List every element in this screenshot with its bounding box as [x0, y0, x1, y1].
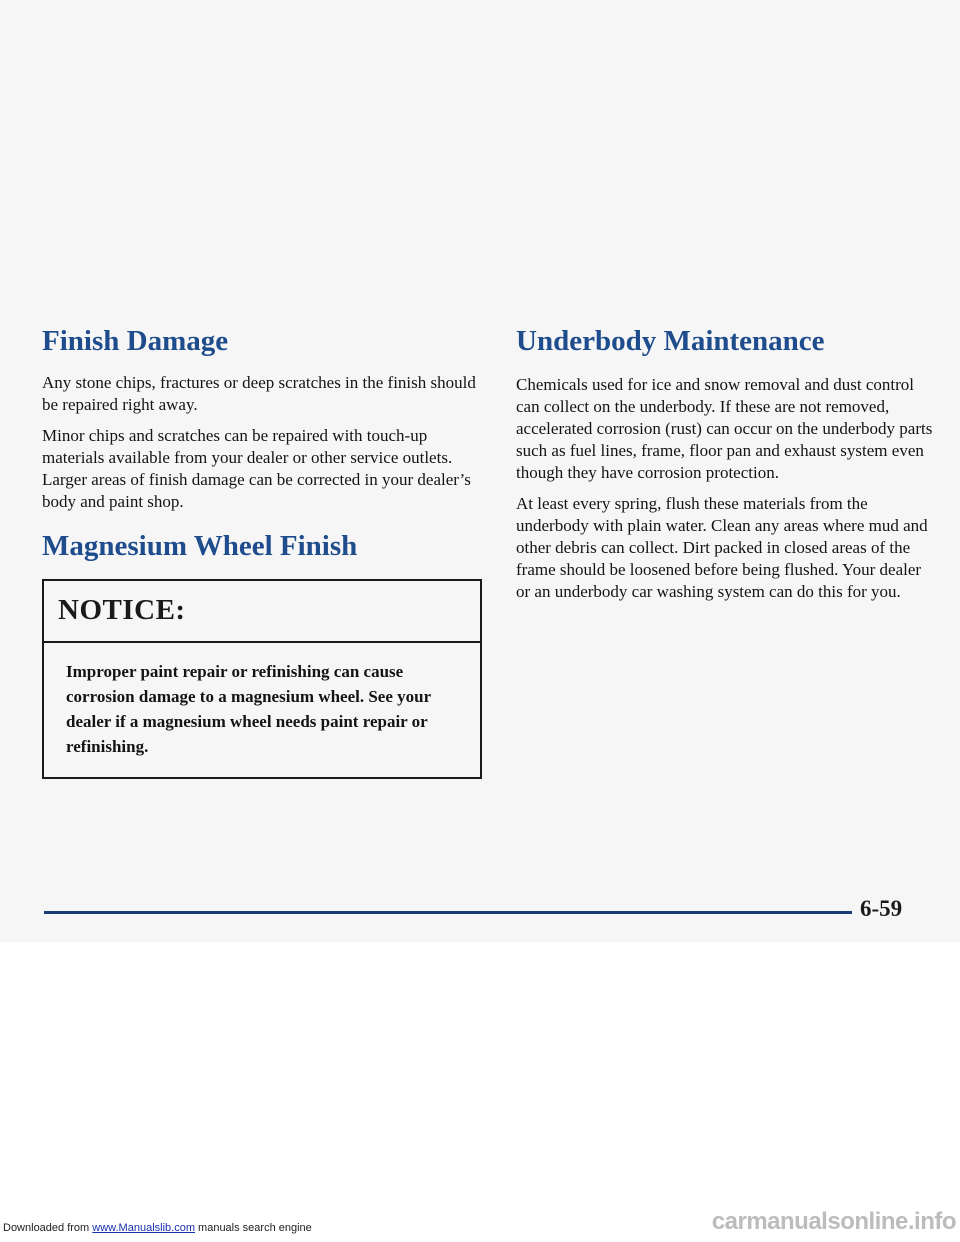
footer-suffix: manuals search engine [194, 1222, 312, 1234]
notice-text: Improper paint repair or refinishing can cause corrosion damage to a magnesium wheel. See your dealer if a magnesium wheel needs paint repair or refinishing. [66, 661, 431, 756]
footer-rule [44, 911, 852, 914]
underbody-paragraph-1: Chemicals used for ice and snow removal and dust control can collect on the underbody. If these are not removed, accelerated corrosion (rust) can occur on the underbody parts such as fuel lines, frame, floor pan and exhaust system even though they have corrosion protection. [516, 374, 933, 482]
finish-damage-paragraph-1: Any stone chips, fractures or deep scratches in the finish should be repaired right away. [42, 372, 476, 414]
underbody-paragraph-2: At least every spring, flush these materials from the underbody with plain water. Clean any areas where mud and other debris can collect. Dirt packed in closed areas of the frame should be loosened before being flushed. Your dealer or an underbody car washing system can do this for you. [516, 493, 928, 601]
watermark-logo: carmanualsonline.info [711, 1208, 956, 1235]
footer-prefix: Downloaded from [3, 1222, 93, 1234]
underbody-heading: Underbody Maintenance [516, 325, 825, 357]
download-footer [3, 1222, 312, 1234]
finish-damage-paragraph-2: Minor chips and scratches can be repaired with touch-up materials available from your dealer or other service outlets. Larger areas of finish damage can be corrected in your dealer’s body and paint shop. [42, 425, 471, 511]
magnesium-wheel-heading: Magnesium Wheel Finish [42, 529, 358, 562]
manualslib-link[interactable]: www.Manualslib.com [92, 1222, 195, 1234]
left-column [42, 326, 482, 779]
notice-box [42, 579, 482, 779]
notice-header [44, 581, 480, 643]
right-column [516, 326, 936, 612]
notice-title: NOTICE: [58, 593, 186, 626]
finish-damage-heading: Finish Damage [42, 325, 229, 357]
page-number: 6-59 [860, 896, 903, 921]
notice-body [44, 643, 480, 777]
